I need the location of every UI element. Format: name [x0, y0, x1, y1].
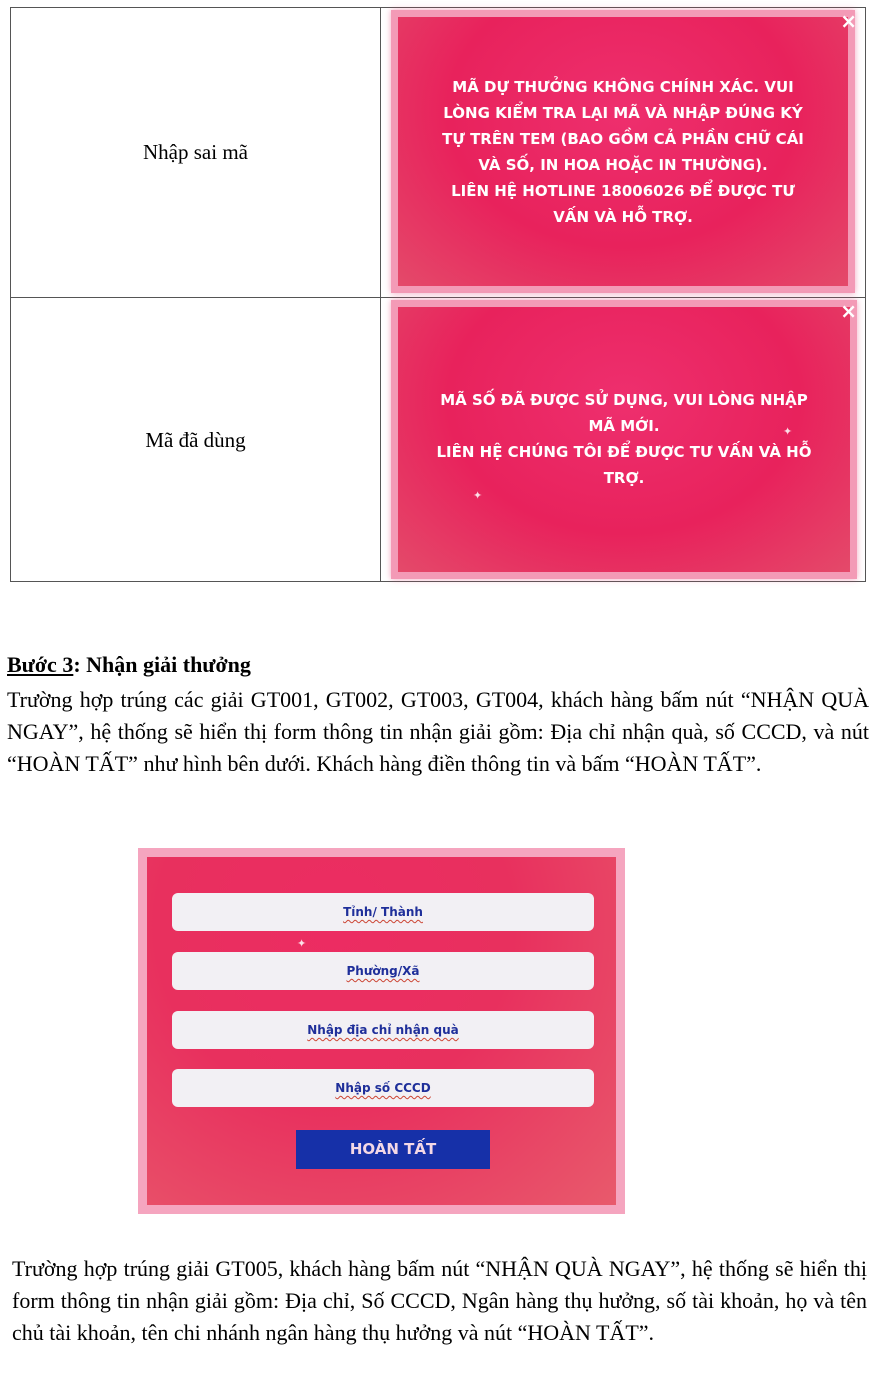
message-line: VÀ SỐ, IN HOA HOẶC IN THƯỜNG). — [478, 156, 768, 174]
province-field[interactable] — [172, 893, 594, 931]
row-label-wrong-code: Nhập sai mã — [143, 140, 248, 164]
message-line: LIÊN HỆ CHÚNG TÔI ĐỂ ĐƯỢC TƯ VẤN VÀ HỖ — [436, 443, 812, 461]
used-code-message — [398, 387, 850, 491]
table-column-divider — [380, 8, 381, 581]
row-label-used-code: Mã đã dùng — [145, 428, 246, 452]
step-title: : Nhận giải thưởng — [73, 652, 251, 677]
wrong-code-popup — [391, 10, 855, 293]
sparkle-icon: ✦ — [783, 425, 793, 438]
step-paragraph-2: Trường hợp trúng giải GT005, khách hàng bấm nút “NHẬN QUÀ NGAY”, hệ thống sẽ hiển thị form thông tin nhận giải gồm: Địa chỉ, Số CCCD, Ngân hàng thụ hưởng, số tài khoản, họ và tên chủ tài khoản, tên chi nhánh ngân hàng thụ hưởng và nút “HOÀN TẤT”. — [12, 1256, 867, 1345]
close-icon[interactable]: × — [840, 9, 857, 33]
address-field[interactable] — [172, 1011, 594, 1049]
cccd-field[interactable] — [172, 1069, 594, 1107]
message-line: MÃ MỚI. — [588, 417, 660, 435]
sparkle-icon: ✦ — [473, 489, 483, 502]
close-icon[interactable]: × — [840, 299, 857, 323]
cccd-placeholder: Nhập số CCCD — [335, 1081, 431, 1095]
province-placeholder: Tỉnh/ Thành — [343, 905, 423, 919]
ward-placeholder: Phường/Xã — [346, 964, 420, 978]
address-placeholder: Nhập địa chỉ nhận quà — [307, 1023, 459, 1037]
prize-claim-form — [138, 848, 625, 1214]
complete-button[interactable]: HOÀN TẤT — [296, 1130, 490, 1169]
message-line: LÒNG KIỂM TRA LẠI MÃ VÀ NHẬP ĐÚNG KÝ — [443, 104, 803, 122]
message-line: LIÊN HỆ HOTLINE 18006026 ĐỂ ĐƯỢC TƯ — [451, 182, 795, 200]
wrong-code-message — [398, 74, 848, 230]
step-number: Bước 3 — [7, 652, 74, 677]
message-line: MÃ DỰ THƯỞNG KHÔNG CHÍNH XÁC. VUI — [452, 78, 794, 96]
used-code-popup — [391, 300, 857, 579]
error-cases-table — [10, 7, 866, 582]
message-line: VẤN VÀ HỖ TRỢ. — [553, 208, 693, 226]
step-paragraph-1: Trường hợp trúng các giải GT001, GT002, GT003, GT004, khách hàng bấm nút “NHẬN QUÀ NGAY”, hệ thống sẽ hiển thị form thông tin nhận giải gồm: Địa chỉ nhận quà, số CCCD, và nút “HOÀN TẤT” như hình bên dưới. Khách hàng điền thông tin và bấm “HOÀN TẤT”. — [7, 687, 869, 776]
message-line: TỰ TRÊN TEM (BAO GỒM CẢ PHẦN CHỮ CÁI — [442, 130, 804, 148]
ward-field[interactable] — [172, 952, 594, 990]
step-heading — [7, 652, 251, 678]
message-line: TRỢ. — [603, 469, 645, 487]
sparkle-icon: ✦ — [297, 937, 307, 950]
table-row-divider — [11, 297, 865, 298]
message-line: MÃ SỐ ĐÃ ĐƯỢC SỬ DỤNG, VUI LÒNG NHẬP — [440, 391, 808, 409]
